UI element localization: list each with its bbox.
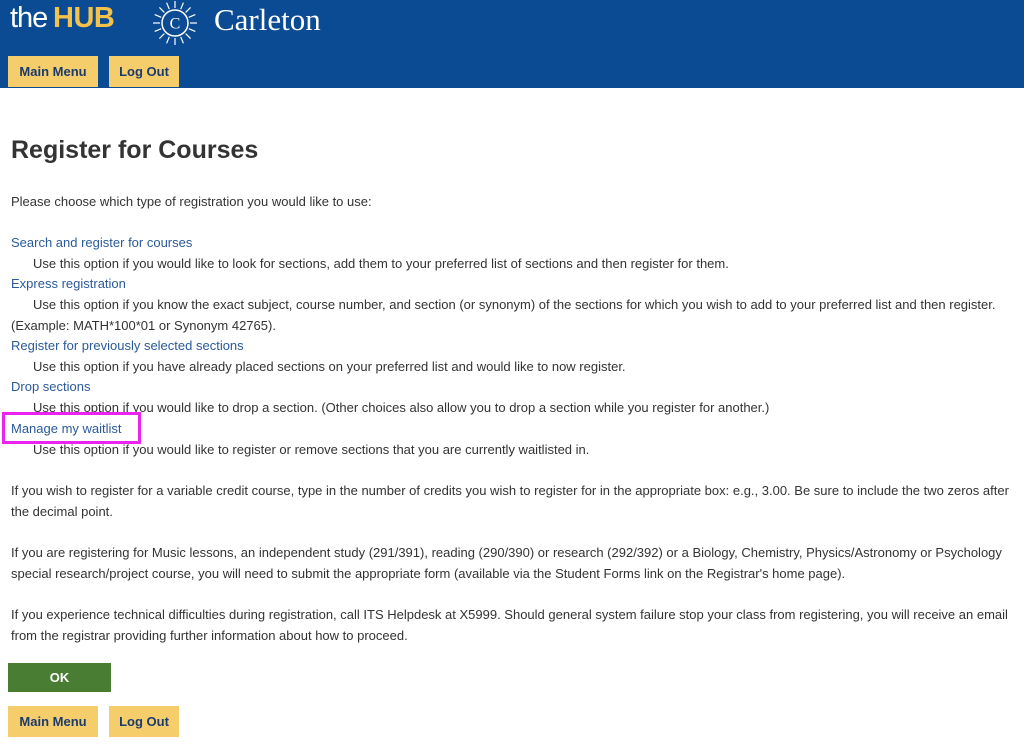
seal-letter: C xyxy=(169,15,181,33)
carleton-seal-icon xyxy=(152,0,198,46)
manage-waitlist-desc: Use this option if you would like to register or remove sections that you are currently waitlisted in. xyxy=(33,442,590,457)
express-registration-desc: Use this option if you know the exact subject, course number, and section (or synonym) of the sections for which you wish to add to your preferred list and then register. (Example: MATH*100*01 or Synonym 42765). xyxy=(11,297,996,333)
main-menu-button-bottom[interactable]: Main Menu xyxy=(8,706,98,737)
manage-waitlist-link[interactable]: Manage my waitlist xyxy=(11,421,122,436)
carleton-wordmark: Carleton xyxy=(214,2,321,37)
search-register-desc: Use this option if you would like to look for sections, add them to your preferred list of sections and then register for them. xyxy=(33,256,729,271)
special-courses-paragraph: If you are registering for Music lessons, an independent study (291/391), reading (290/390) or research (292/392) or a Biology, Chemistry, Physics/Astronomy or Psychology special research/project course, you will need to submit the appropriate form (available via the Student Forms link on the Registrar's home page). xyxy=(11,545,1002,581)
intro-text: Please choose which type of registration you would like to use: xyxy=(11,194,372,209)
log-out-button[interactable]: Log Out xyxy=(109,56,179,87)
drop-sections-desc: Use this option if you would like to drop a section. (Other choices also allow you to drop a section while you register for another.) xyxy=(33,400,770,415)
register-previously-selected-link[interactable]: Register for previously selected sections xyxy=(11,338,244,353)
logo-the: the xyxy=(10,2,48,34)
page-title: Register for Courses xyxy=(11,136,259,164)
log-out-button-bottom[interactable]: Log Out xyxy=(109,706,179,737)
search-register-link[interactable]: Search and register for courses xyxy=(11,235,193,250)
drop-sections-link[interactable]: Drop sections xyxy=(11,379,91,394)
highlight-box xyxy=(2,412,141,444)
variable-credit-paragraph: If you wish to register for a variable credit course, type in the number of credits you wish to register for in the appropriate box: e.g., 3.00. Be sure to include the two zeros after the decimal point. xyxy=(11,483,1009,519)
technical-difficulties-paragraph: If you experience technical difficulties during registration, call ITS Helpdesk at X5999. Should general system failure stop your class from registering, you will receive an email from the registrar providing further information about how to proceed. xyxy=(11,607,1008,643)
express-registration-link[interactable]: Express registration xyxy=(11,276,126,291)
logo-hub: HUB xyxy=(53,2,115,34)
main-menu-button[interactable]: Main Menu xyxy=(8,56,98,87)
register-previously-selected-desc: Use this option if you have already placed sections on your preferred list and would like to now register. xyxy=(33,359,626,374)
site-header xyxy=(0,0,1024,88)
ok-button[interactable]: OK xyxy=(8,663,111,692)
